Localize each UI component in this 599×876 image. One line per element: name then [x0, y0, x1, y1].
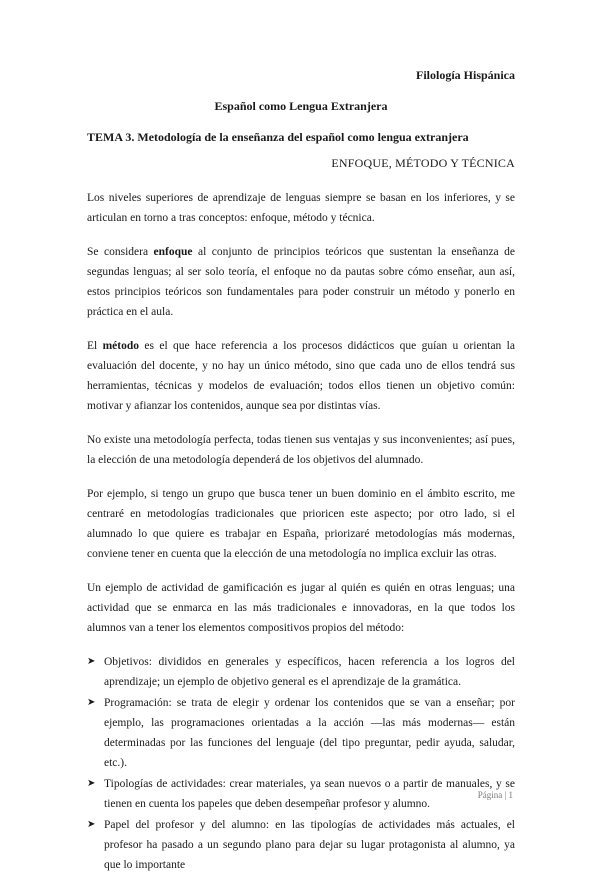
- topic-title: TEMA 3. Metodología de la enseñanza del español como lengua extranjera: [87, 130, 469, 144]
- paragraph-text: El: [87, 340, 103, 352]
- arrow-bullet-icon: ➤: [87, 697, 96, 708]
- page-number: Página | 1: [477, 790, 513, 800]
- paragraph-gamification: Un ejemplo de actividad de gamificación es jugar al quién es quién en otras lenguas; una actividad que se enmarca en las más tradicionales e innovadoras, en la que todos los alumnos van a tener los elementos compositivos propios del método:: [87, 582, 515, 634]
- list-item: [87, 693, 515, 773]
- section-heading: ENFOQUE, MÉTODO Y TÉCNICA: [331, 156, 515, 170]
- term-metodo: método: [102, 340, 140, 352]
- paragraph-enfoque: [87, 242, 515, 322]
- arrow-bullet-icon: ➤: [87, 656, 96, 667]
- list-item: [87, 652, 515, 692]
- paragraph-intro: Los niveles superiores de aprendizaje de lenguas siempre se basan en los inferiores, y se articulan en torno a tras conceptos: enfoque, método y técnica.: [87, 192, 515, 224]
- arrow-bullet-icon: ➤: [87, 819, 96, 830]
- list-item-text: Objetivos: divididos en generales y específicos, hacen referencia a los logros del aprendizaje; un ejemplo de objetivo general es el aprendizaje de la gramática.: [104, 656, 515, 688]
- course-title: Español como Lengua Extranjera: [214, 99, 388, 113]
- term-enfoque: enfoque: [153, 246, 193, 258]
- list-item: [87, 774, 515, 814]
- paragraph-metodo: [87, 336, 515, 416]
- list-item: [87, 815, 515, 875]
- method-elements-list: [87, 652, 515, 875]
- paragraph-example: Por ejemplo, si tengo un grupo que busca tener un buen dominio en el ámbito escrito, me centraré en metodologías tradicionales que prioricen este aspecto; por otro lado, si el alumnado lo que quiere es trabajar en España, priorizaré metodologías más modernas, conviene tener en cuenta que la elección de una metodología no implica excluir las otras.: [87, 488, 515, 560]
- paragraph-text: Se considera: [87, 246, 154, 258]
- page-content: [87, 68, 515, 876]
- list-item-text: Papel del profesor y del alumno: en las tipologías de actividades más actuales, el profesor ha pasado a un segundo plano para dejar su lugar protagonista al alumno, ya que lo importante: [104, 819, 515, 871]
- paragraph-text: es el que hace referencia a los procesos didácticos que guían u orientan la evaluación del docente, y no hay un único método, sino que cada uno de ellos tendrá sus herramientas, técnicas y modelos de evaluación; todos ellos tienen un objetivo común: motivar y afianzar los contenidos, aunque sea por distintas vías.: [87, 340, 515, 412]
- list-item-text: Programación: se trata de elegir y ordenar los contenidos que se van a enseñar; por ejemplo, las programaciones orientadas a la acción —las más modernas— están determinadas por las funciones del lenguaje (del tipo preguntar, pedir ayuda, saludar, etc.).: [104, 697, 515, 769]
- paragraph-text: al conjunto de principios teóricos que sustentan la enseñanza de segundas lenguas; al ser solo teoría, el enfoque no da pautas sobre cómo enseñar, aun así, estos principios teóricos son fundamentales para poder construir un método y ponerlo en práctica en el aula.: [87, 246, 515, 318]
- list-item-text: Tipologías de actividades: crear materiales, ya sean nuevos o a partir de manuales, y se tienen en cuenta los papeles que deben desempeñar profesor y alumno.: [104, 778, 515, 810]
- subject-title: Filología Hispánica: [415, 68, 515, 82]
- paragraph-no-perfect-method: No existe una metodología perfecta, todas tienen sus ventajas y sus inconvenientes; así pues, la elección de una metodología dependerá de los objetivos del alumnado.: [87, 434, 515, 466]
- arrow-bullet-icon: ➤: [87, 778, 96, 789]
